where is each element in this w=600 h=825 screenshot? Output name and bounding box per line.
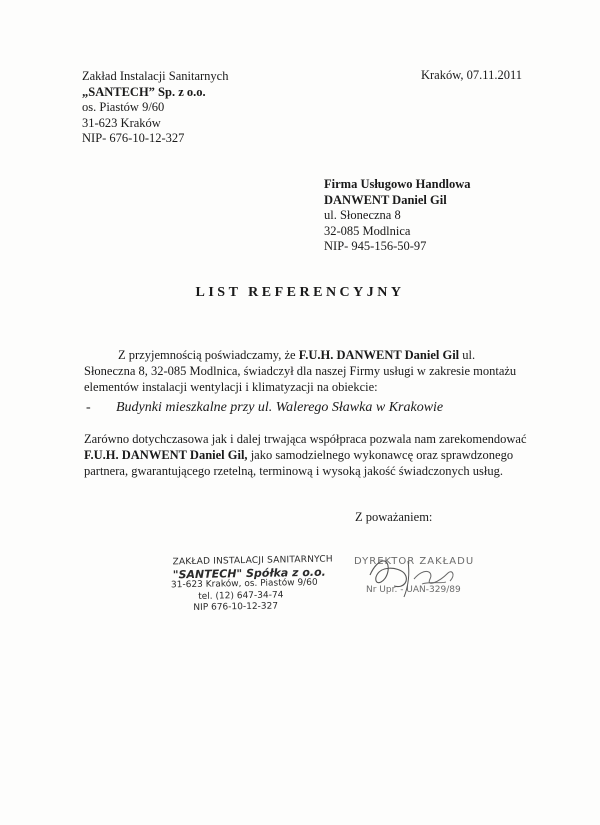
- recipient-line: DANWENT Daniel Gil: [324, 192, 447, 207]
- sender-line: 31-623 Kraków: [82, 115, 161, 130]
- body-paragraph-2: [84, 431, 534, 479]
- sender-address: [82, 69, 228, 147]
- stamp-line: "SANTECH" Spółka z o.o.: [172, 565, 326, 581]
- paragraph-text: Z przyjemnością poświadczamy, że: [118, 348, 299, 362]
- body-paragraph-1: [84, 347, 529, 395]
- recipient-line: Firma Usługowo Handlowa: [324, 177, 471, 191]
- recipient-line: 32-085 Modlnica: [324, 223, 411, 238]
- paragraph-text: Zarówno dotychczasowa jak i dalej trwająca współpraca pozwala nam zarekomendować: [84, 432, 527, 446]
- stamp-line: NIP 676-10-12-327: [193, 601, 279, 613]
- stamp-line: 31-623 Kraków, os. Piastów 9/60: [170, 577, 318, 591]
- closing-phrase: Z poważaniem:: [355, 510, 433, 524]
- recipient-line: NIP- 945-156-50-97: [324, 239, 427, 253]
- bullet-dash: -: [86, 400, 91, 415]
- bullet-text: Budynki mieszkalne przy ul. Walerego Sławka w Krakowie: [116, 400, 444, 415]
- sender-line: Zakład Instalacji Sanitarnych: [82, 69, 229, 83]
- director-stamp-title: DYREKTOR ZAKŁADU: [354, 556, 475, 567]
- company-name-bold: F.U.H. DANWENT Daniel Gil: [298, 348, 460, 362]
- company-name-bold: F.U.H. DANWENT Daniel Gil,: [84, 448, 248, 462]
- recipient-address: [324, 177, 471, 255]
- sender-line: [82, 85, 228, 101]
- sender-line: os. Piastów 9/60: [82, 100, 165, 114]
- letter-title: LIST REFERENCYJNY: [195, 285, 405, 300]
- sender-company-name: „SANTECH” Sp. z o.o.: [82, 84, 206, 99]
- recipient-line: ul. Słoneczna 8: [324, 208, 401, 222]
- stamp-line: tel. (12) 647-34-74: [198, 589, 284, 602]
- sender-line: NIP- 676-10-12-327: [82, 131, 185, 145]
- director-stamp: [354, 553, 475, 603]
- paragraph-text: ul. Słoneczna 8, 32-085 Modlnica, świadczył dla naszej Firmy usługi w zakresie montażu elementów instalacji wentylacji i klimatyzacji na obiekcie:: [84, 348, 517, 394]
- handwritten-signature: [364, 553, 474, 603]
- project-bullet: [86, 400, 443, 416]
- letter-date: Kraków, 07.11.2011: [420, 68, 522, 82]
- company-stamp: [165, 555, 334, 615]
- director-stamp-license: Nr Upr. - UAN-329/89: [366, 585, 461, 595]
- stamp-line: ZAKŁAD INSTALACJI SANITARNYCH: [172, 554, 333, 568]
- paragraph-text: jako samodzielnego wykonawcę oraz sprawdzonego partnera, gwarantującego rzetelną, terminową i wysoką jakość świadczonych usług.: [84, 448, 514, 478]
